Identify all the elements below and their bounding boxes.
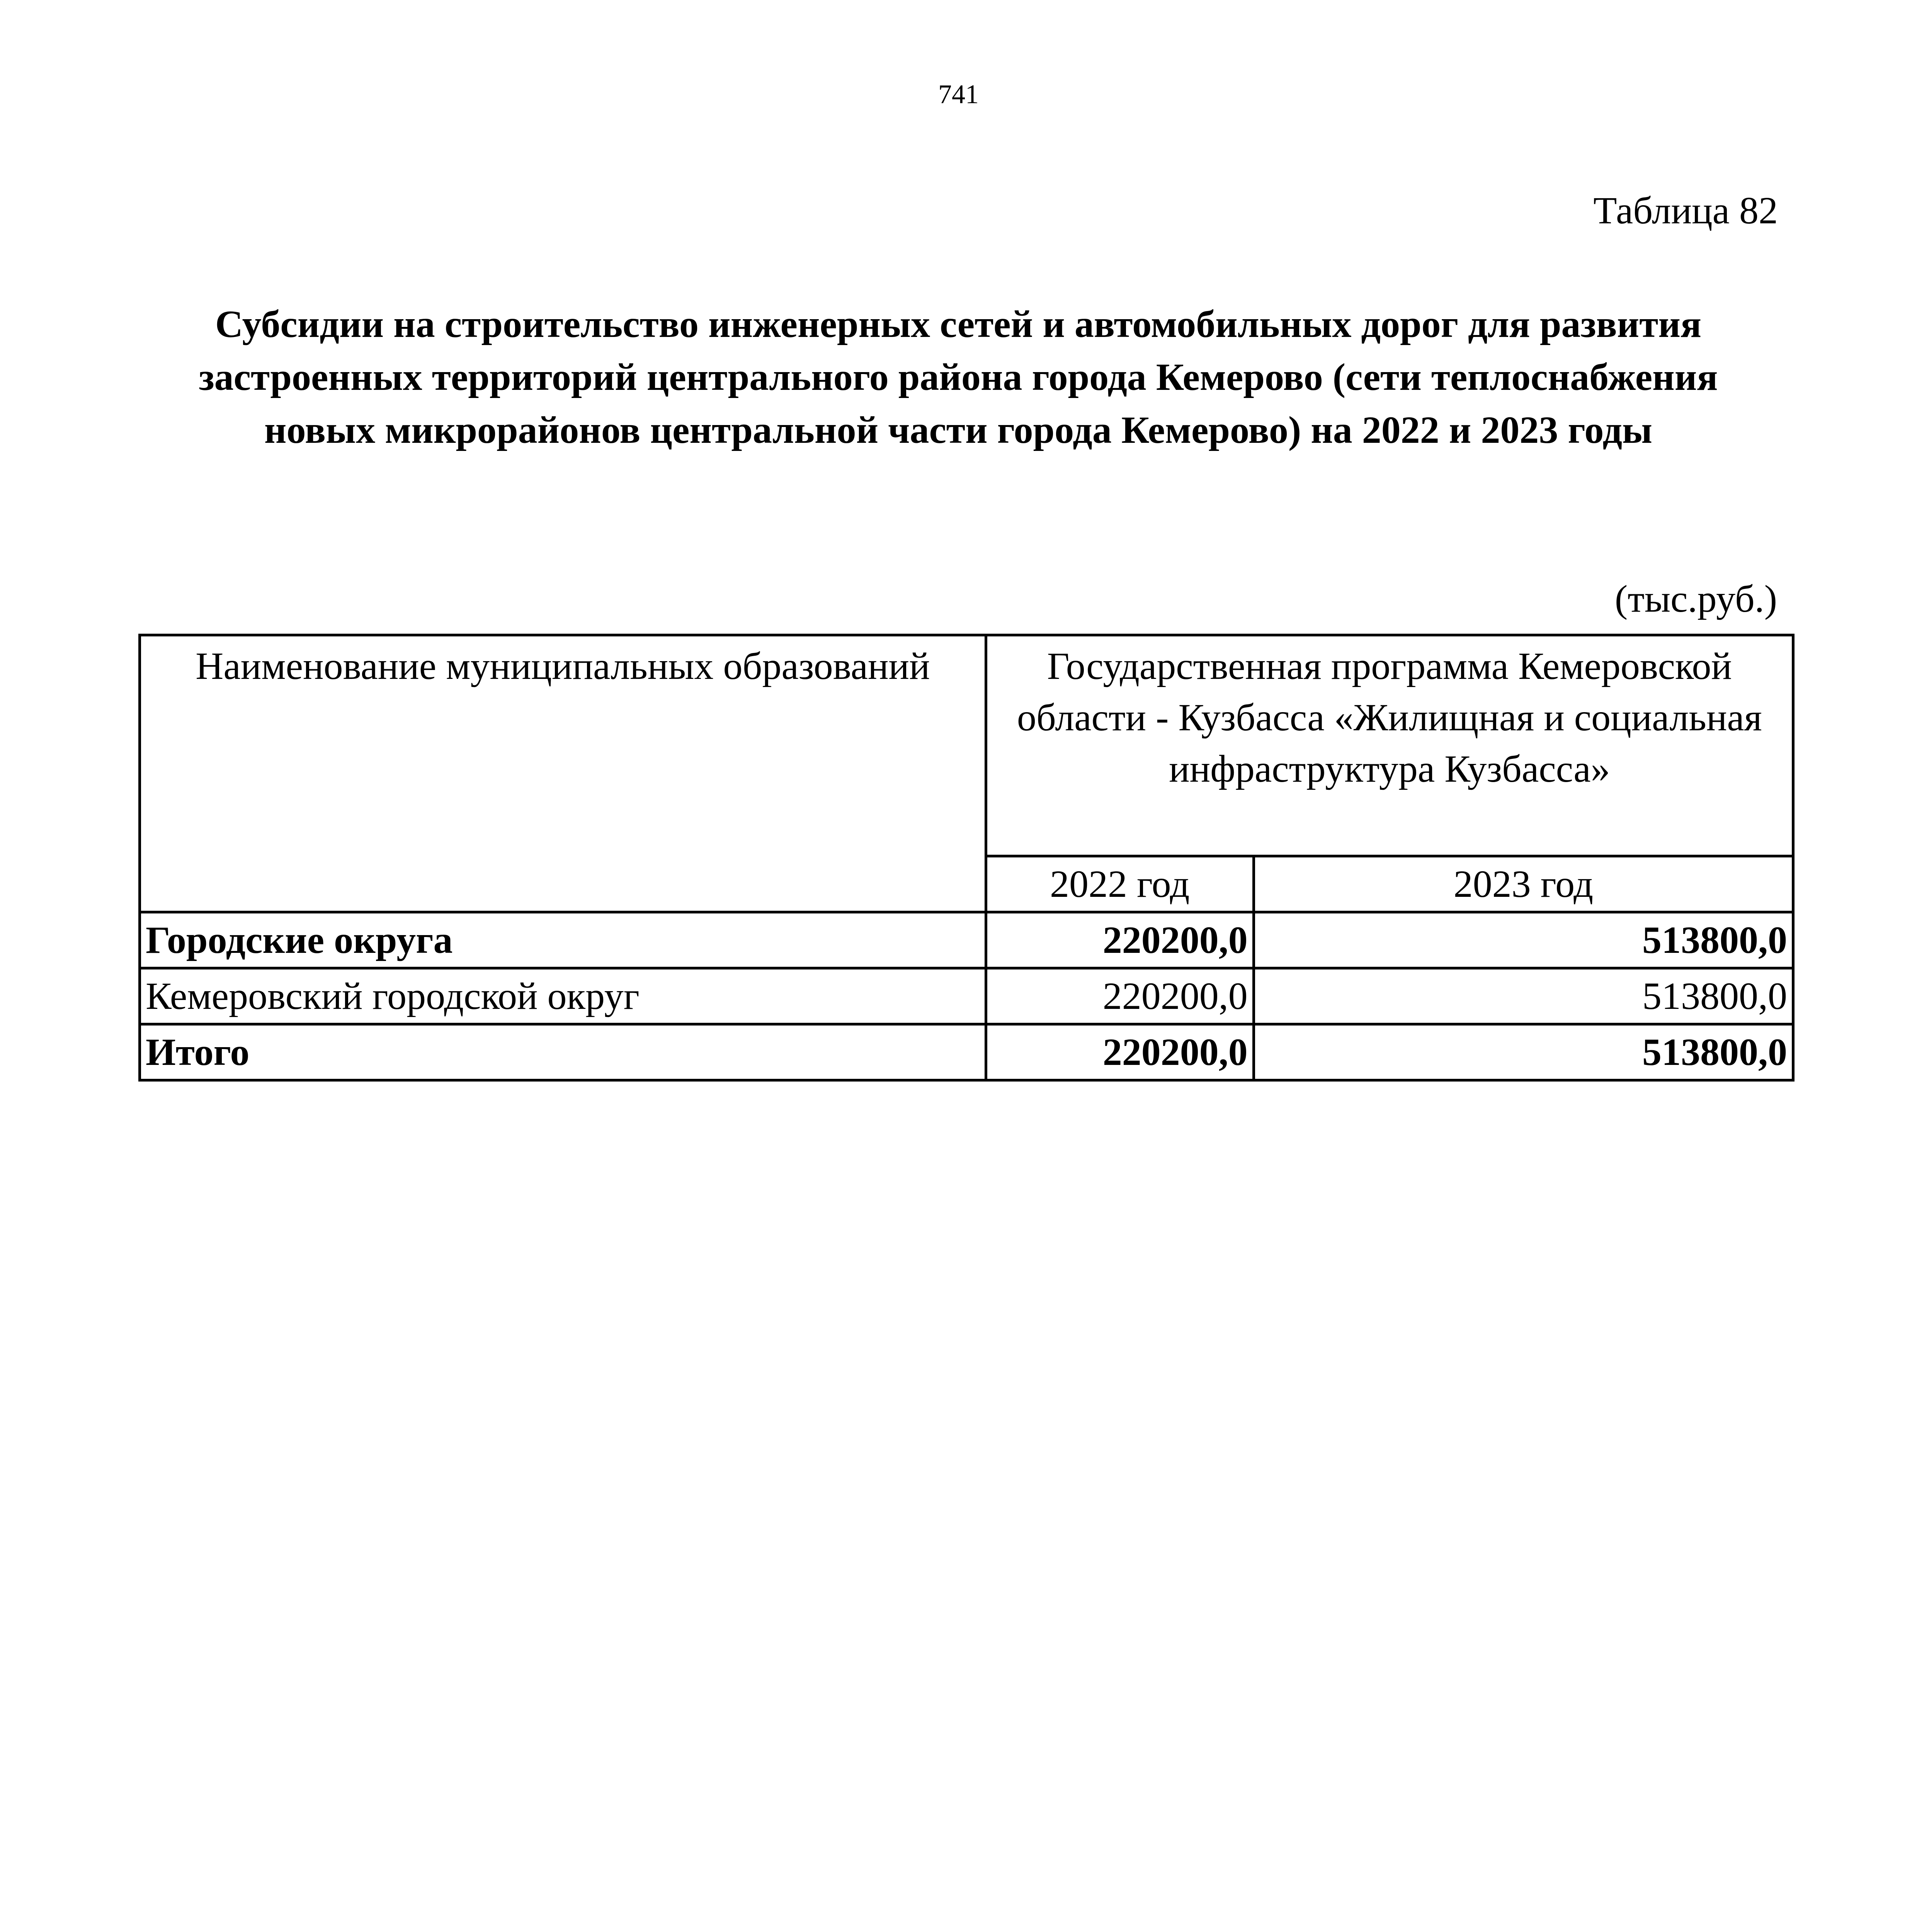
header-municipality: Наименование муниципальных образований xyxy=(140,635,986,912)
row-value-2023: 513800,0 xyxy=(1254,1024,1793,1080)
header-year-2023: 2023 год xyxy=(1254,856,1793,912)
table-row xyxy=(140,912,1793,968)
row-name: Кемеровский городской округ xyxy=(140,968,986,1024)
header-year-2022: 2022 год xyxy=(986,856,1254,912)
table-header-row xyxy=(140,635,1793,856)
table-row xyxy=(140,968,1793,1024)
row-value-2023: 513800,0 xyxy=(1254,968,1793,1024)
document-title: Субсидии на строительство инженерных сетей и автомобильных дорог для развития застроенных территорий центрального района города Кемерово (сети теплоснабжения новых микрорайонов центральной части города Кемерово) на 2022 и 2023 годы xyxy=(199,303,1718,451)
row-value-2022: 220200,0 xyxy=(986,1024,1254,1080)
table-label: Таблица 82 xyxy=(1593,189,1778,232)
table-row-total xyxy=(140,1024,1793,1080)
subsidies-table xyxy=(138,634,1795,1082)
row-name: Итого xyxy=(140,1024,986,1080)
row-value-2022: 220200,0 xyxy=(986,968,1254,1024)
header-program: Государственная программа Кемеровской области - Кузбасса «Жилищная и социальная инфраструктура Кузбасса» xyxy=(986,635,1793,856)
page-number: 741 xyxy=(938,80,979,109)
units-label: (тыс.руб.) xyxy=(1614,577,1777,620)
row-value-2023: 513800,0 xyxy=(1254,912,1793,968)
row-name: Городские округа xyxy=(140,912,986,968)
row-value-2022: 220200,0 xyxy=(986,912,1254,968)
